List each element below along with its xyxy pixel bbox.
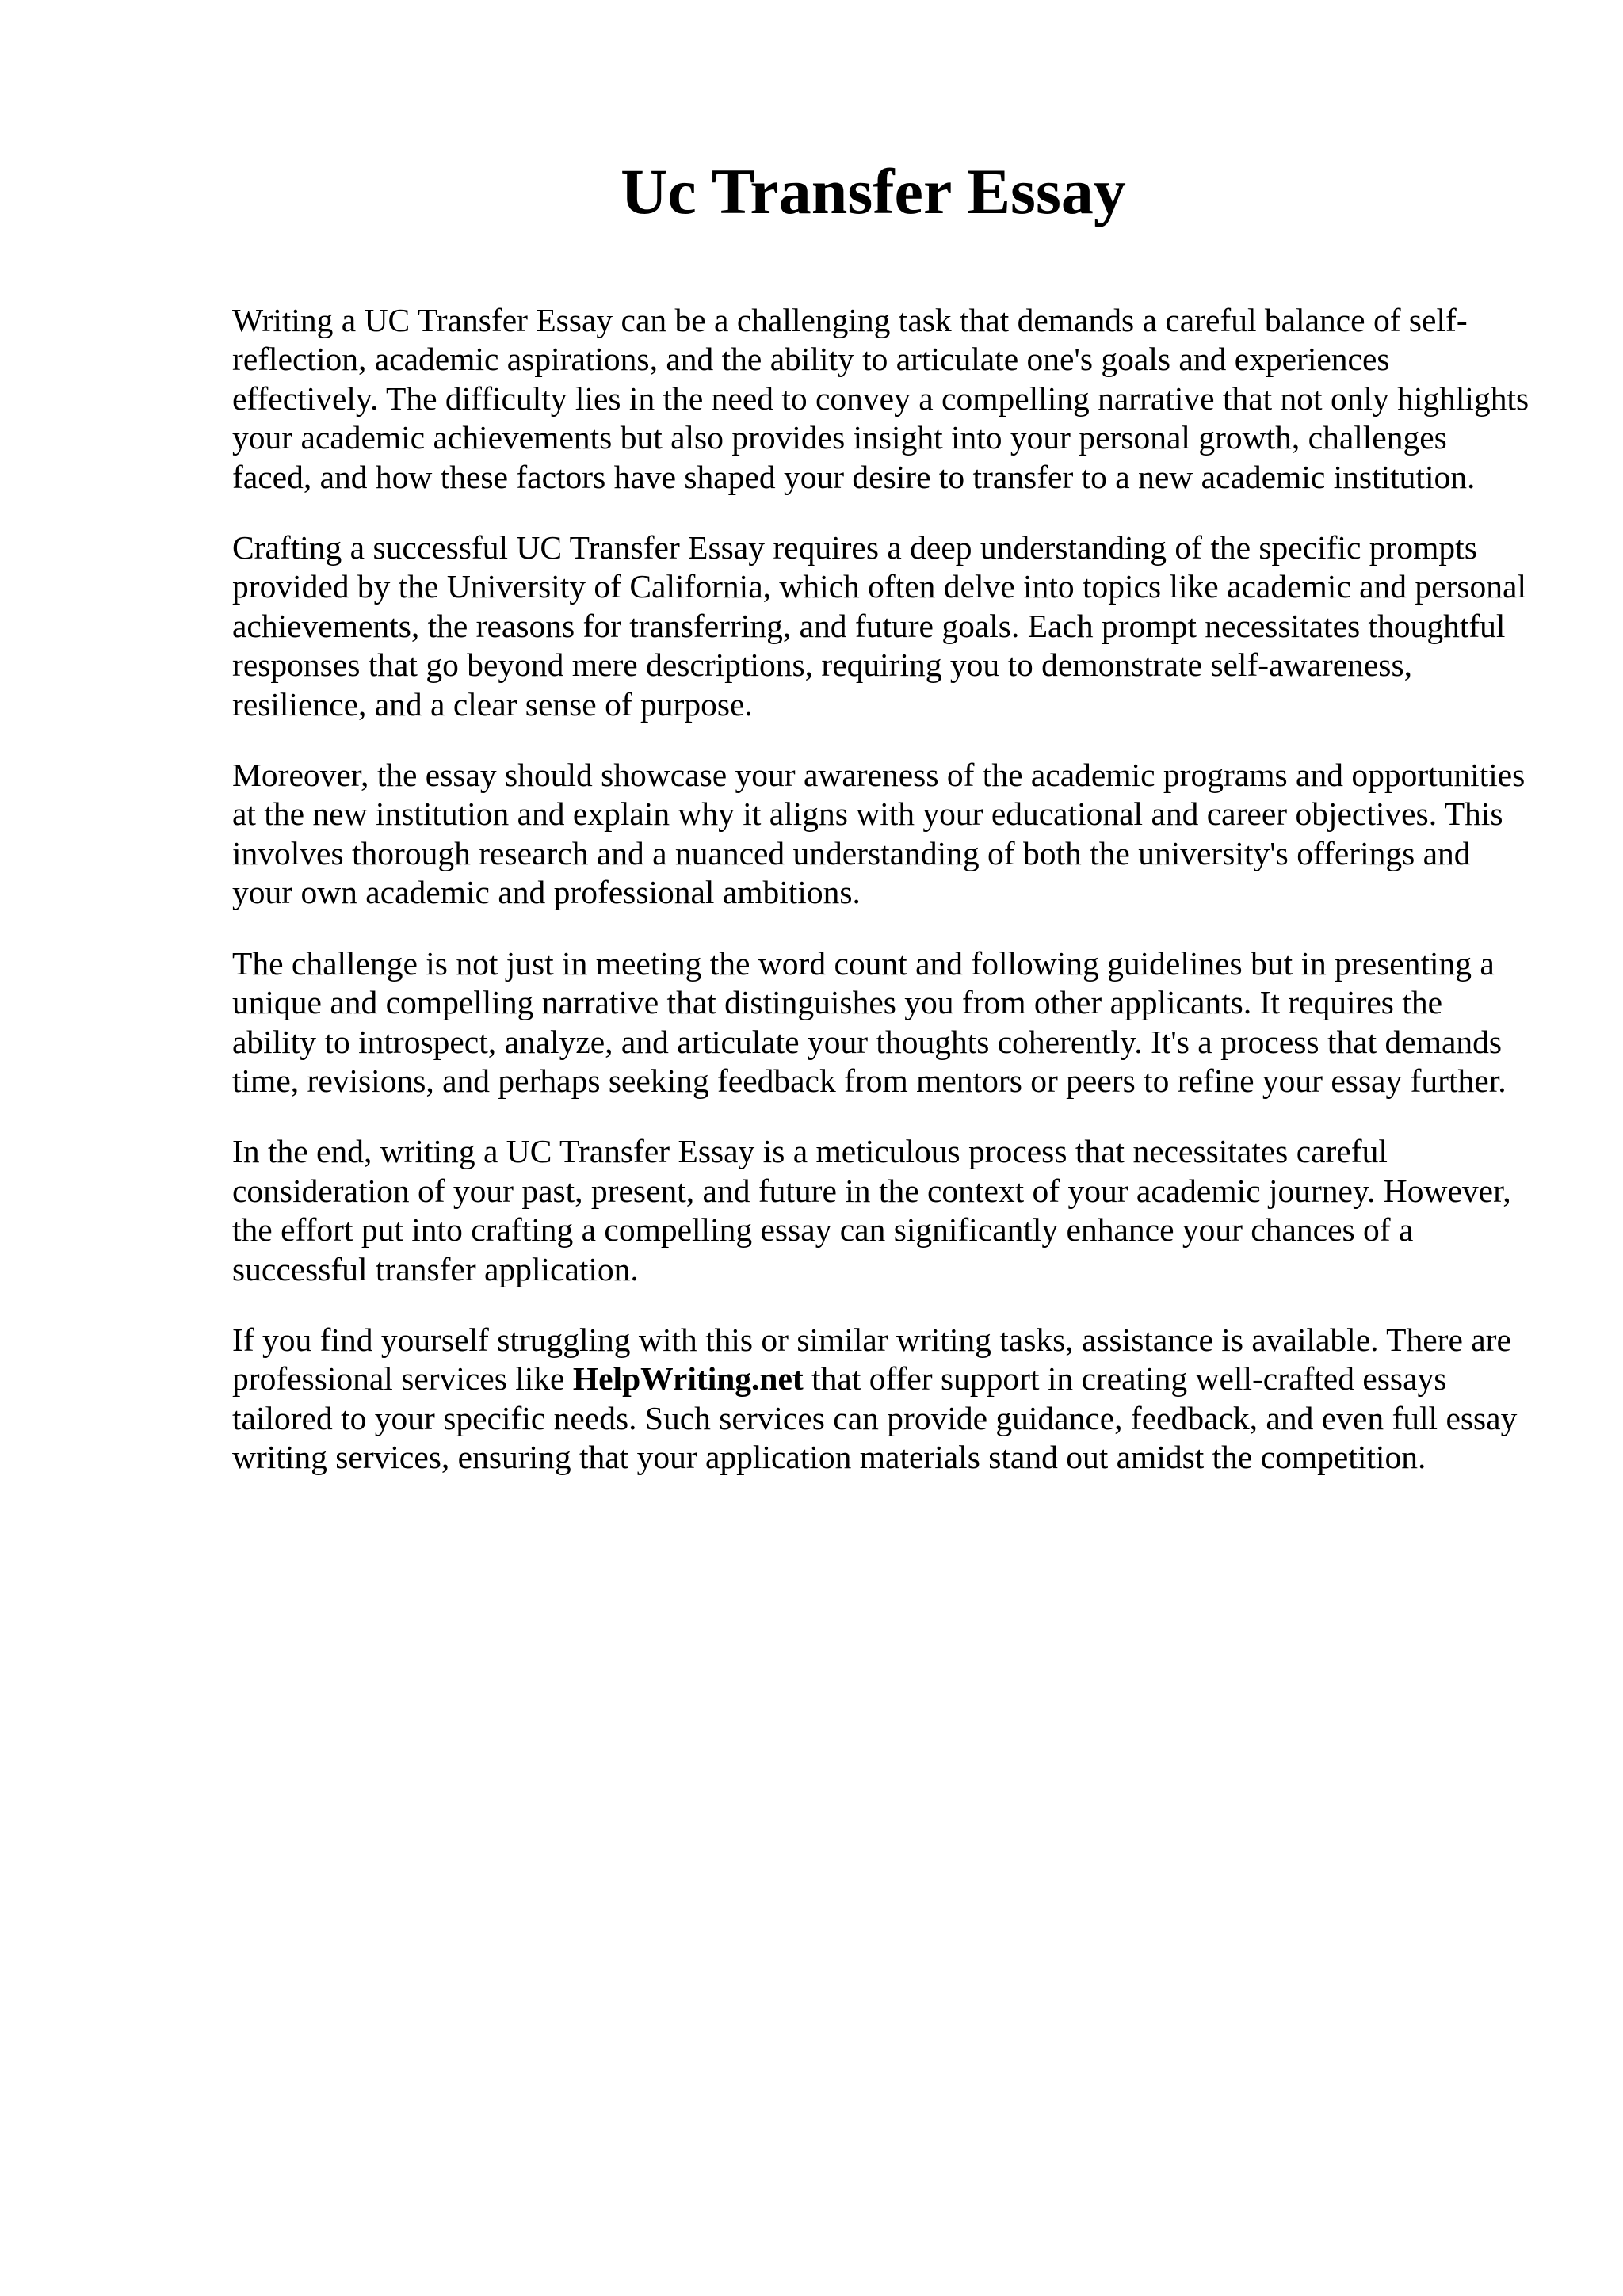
brand-name: HelpWriting.net	[572, 1360, 804, 1398]
paragraph-4: The challenge is not just in meeting the word count and following guidelines but in presenting a unique and compelling narrative that distinguishes you from other applicants. It requires the ability to introspect, analyze, and articulate your thoughts coherently. It's a process that demands time, revisions, and perhaps seeking feedback from mentors or peers to refine your essay further.	[232, 944, 1507, 1099]
paragraph-6	[232, 1321, 1532, 1478]
paragraph-6-text-before: If you find yourself struggling with this or similar writing tasks, assistance is available. There are professional services like	[232, 1321, 1511, 1398]
document-title: Uc Transfer Essay	[621, 155, 1126, 227]
paragraph-3: Moreover, the essay should showcase your awareness of the academic programs and opportunities at the new institution and explain why it aligns with your educational and career objectives. This involves thorough research and a nuanced understanding of both the university's offerings and your own academic and professional ambitions.	[232, 757, 1526, 911]
paragraph-2: Crafting a successful UC Transfer Essay requires a deep understanding of the specific prompts provided by the University of California, which often delve into topics like academic and personal achievements, the reasons for transferring, and future goals. Each prompt necessitates thoughtful responses that go beyond mere descriptions, requiring you to demonstrate self-awareness, resilience, and a clear sense of purpose.	[232, 529, 1527, 723]
paragraph-6-text-after: that offer support in creating well-crafted essays tailored to your specific needs. Such services can provide guidance, feedback, and even full essay writing services, ensuring that your application materials stand out amidst the competition.	[232, 1360, 1518, 1476]
paragraph-1: Writing a UC Transfer Essay can be a challenging task that demands a careful balance of self-reflection, academic aspirations, and the ability to articulate one's goals and experiences effectively. The difficulty lies in the need to convey a compelling narrative that not only highlights your academic achievements but also provides insight into your personal growth, challenges faced, and how these factors have shaped your desire to transfer to a new academic institution.	[232, 302, 1529, 495]
paragraph-5: In the end, writing a UC Transfer Essay is a meticulous process that necessitates careful consideration of your past, present, and future in the context of your academic journey. However, the effort put into crafting a compelling essay can significantly enhance your chances of a successful transfer application.	[232, 1133, 1511, 1287]
document-body	[232, 301, 1532, 1509]
